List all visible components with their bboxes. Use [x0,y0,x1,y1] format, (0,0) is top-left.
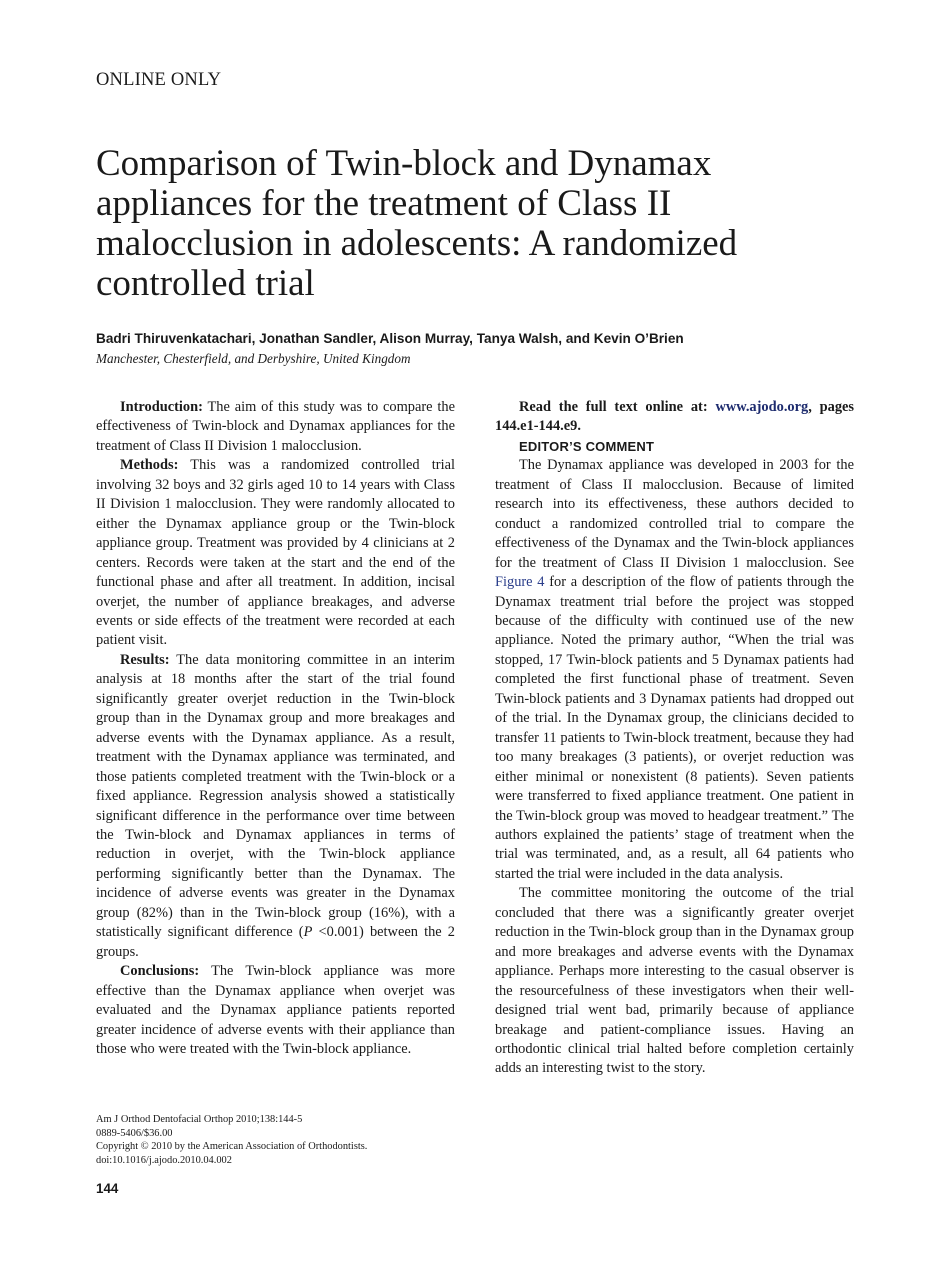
editor-comment-paragraph-2: The committee monitoring the outcome of the trial concluded that there was a significantly greater overjet reduction in the Twin-block group than in the Dynamax group and more breakages and adverse events with the Dynamax appliance. Perhaps more interesting to the casual observer is the resourcefulness of these investigators when their well-designed trial went bad, primarily because of appliance breakage and patient-compliance issues. Having an orthodontic clinical trial halted before completion certainly adds an interesting twist to the story. [495,885,854,1077]
full-text-pages: , pages 144.e1-144.e9. [495,399,855,435]
section-label: ONLINE ONLY [96,70,222,90]
article-title: Comparison of Twin-block and Dynamax appliances for the treatment of Class II malocclusion in adolescents: A randomized controlled trial [96,143,738,304]
page-number: 144 [96,1181,119,1196]
abstract-results [96,651,455,962]
conclusions-label: Conclusions: [120,963,200,980]
author-affiliation: Manchester, Chesterfield, and Derbyshire, United Kingdom [96,351,411,366]
results-p-symbol: P [303,924,313,941]
introduction-label: Introduction: [120,399,203,415]
editor-comment-paragraph-1 [495,456,854,884]
abstract-introduction [96,398,455,456]
introduction-text: The aim of this study was to compare the effectiveness of Twin-block and Dynamax appliances for the treatment of Class II Division 1 malocclusion. [96,399,456,454]
copyright-notice: Copyright © 2010 by the American Association of Orthodontists. [96,1141,368,1153]
abstract-methods [96,456,455,651]
editor-comment-column [495,398,854,1079]
paragraph-1-after-link: for a description of the flow of patients through the Dynamax treatment trial before the project was stopped because of the difficulty with continued use of the new appliance. Noted the primary author, “When the trial was stopped, 17 Twin-block patients and 5 Dynamax patients had completed the first functional phase of treatment. Seven Twin-block patients and 3 Dynamax patients had dropped out of the trial. In the Dynamax group, the clinicians decided to transfer 11 patients to Twin-block treatment, because they had too many breakages (3 patients), or overjet reduction was either minimal or nonexistent (8 patients). Seven patients were transferred to fixed appliance treatment. One patient in the Twin-block group was moved to headgear treatment.” The authors explained the patients’ stage of treatment when the trial was terminated, and, as a result, all 64 patients who started the trial were included in the data analysis. [495,574,854,882]
issn-price: 0889-5406/$36.00 [96,1127,173,1139]
conclusions-text: The Twin-block appliance was more effective than the Dynamax appliance when overjet was evaluated and the Dynamax appliance patients reported greater incidence of adverse events with their appliance than those who were treated with the Twin-block appliance. [96,963,455,1057]
journal-citation: Am J Orthod Dentofacial Orthop 2010;138:144-5 [96,1114,303,1125]
full-text-prefix: Read the full text online at: [519,399,716,415]
citation-block [96,1113,456,1167]
full-text-notice [495,398,854,437]
author-list: Badri Thiruvenkatachari, Jonathan Sandler, Alison Murray, Tanya Walsh, and Kevin O’Brien [96,331,684,346]
figure-4-link[interactable]: Figure 4 [495,574,545,591]
paragraph-1-before-link: The Dynamax appliance was developed in 2003 for the treatment of Class II malocclusion. Because of limited research into its effectiveness, these authors decided to conduct a randomized controlled trial to compare the effectiveness of the Dynamax and the Twin-block appliances for the treatment of Class II Division 1 malocclusion. See [495,457,854,571]
abstract-column [96,398,455,1059]
doi: doi:10.1016/j.ajodo.2010.04.002 [96,1154,232,1166]
results-text-2: <0.001) between the 2 groups. [96,924,455,960]
methods-text: This was a randomized controlled trial involving 32 boys and 32 girls aged 10 to 14 years with Class II Division 1 malocclusion. They were randomly allocated to either the Dynamax appliance group or the Twin-block appliance group. Treatment was provided by 4 clinicians at 2 centers. Records were taken at the start and the end of the functional phase and after all treatment. In addition, incisal overjet, the number of appliance breakages, and adverse events or side effects of the treatment were recorded at each patient visit. [96,457,455,649]
results-label: Results: [120,651,170,668]
journal-website-link[interactable]: www.ajodo.org [715,399,809,415]
methods-label: Methods: [120,457,179,474]
editor-comment-heading: EDITOR’S COMMENT [519,438,655,454]
results-text-1: The data monitoring committee in an interim analysis at 18 months after the start of the trial found significantly greater overjet reduction in the Twin-block group than in the Dynamax group and more breakages and adverse events with the Dynamax appliance. As a result, treatment with the Dynamax appliance was terminated, and those patients completed treatment with the Twin-block or a fixed appliance. Regression analysis showed a statistically significant difference in the performance over time between the Twin-block and Dynamax appliances in terms of reduction in overjet, with the Twin-block appliance performing significantly better than the Dynamax. The incidence of adverse events was greater in the Dynamax group (82%) than in the Twin-block group (16%), with a statistically significant difference ( [96,651,455,941]
abstract-conclusions [96,962,455,1059]
